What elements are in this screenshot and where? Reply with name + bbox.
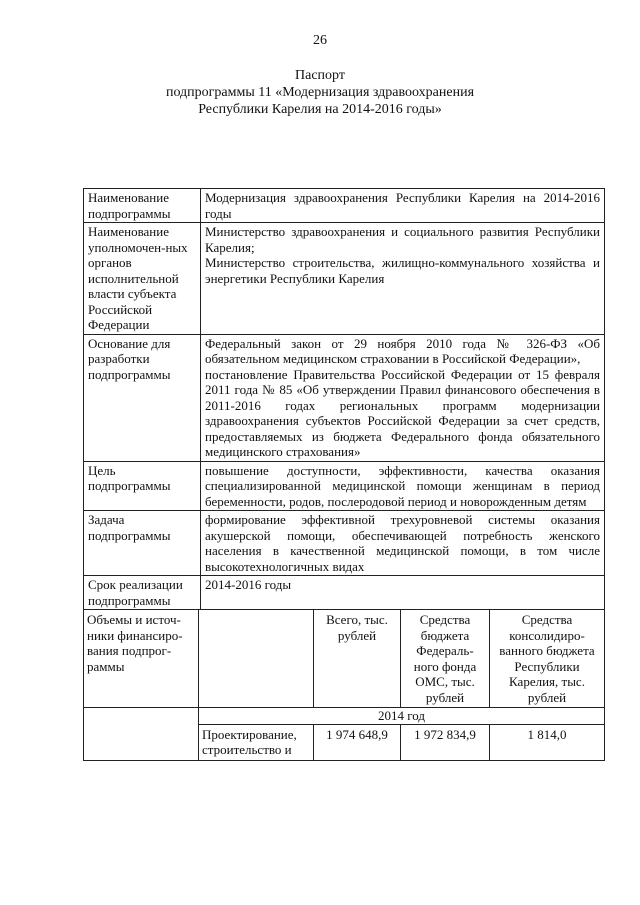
funding-col-total: Всего, тыс. рублей [314, 610, 401, 708]
basis-value-1: Федеральный закон от 29 ноября 2010 года № 326-ФЗ «Об обязательном медицинском страховании в Российской Федерации», [205, 335, 600, 366]
funding-col-regional: Средства консолидиро-ванного бюджета Республики Карелия, тыс. рублей [490, 610, 605, 708]
row-goal-label: Цель подпрограммы [84, 461, 201, 511]
funding-label-cont [84, 708, 199, 725]
row-task [84, 511, 605, 576]
funding-table [84, 610, 604, 760]
funding-row-1-label: Проектирование, строительство и [199, 724, 314, 760]
row-goal-value: повышение доступности, эффективности, качества оказания специализированной медицинской помощи женщинам в период беременности, родов, послеродовой период и новорожденным детям [201, 461, 605, 511]
funding-empty-cell [199, 610, 314, 708]
row-name-value: Модернизация здравоохранения Республики Карелия на 2014-2016 годы [201, 189, 605, 223]
row-task-value: формирование эффективной трехуровневой системы оказания акушерской помощи, обеспечивающей потребность женского населения в качественной медицинской помощи, в том числе высокотехнологичных видах [201, 511, 605, 576]
row-name-label: Наименование подпрограммы [84, 189, 201, 223]
row-authority-label: Наименование уполномочен-ных органов исполнительной власти субъекта Российской Федерации [84, 223, 201, 335]
authority-value-2: Министерство строительства, жилищно-коммунального хозяйства и энергетики Республики Карелия [205, 255, 600, 286]
title-line-1: Паспорт [295, 68, 345, 83]
funding-block [84, 610, 605, 761]
page-title [0, 67, 640, 118]
funding-label: Объемы и источ-ники финансиро-вания подпрог-раммы [84, 610, 199, 708]
row-task-label: Задача подпрограммы [84, 511, 201, 576]
row-basis-value [201, 334, 605, 461]
funding-header-row [84, 610, 604, 708]
row-name [84, 189, 605, 223]
row-basis-label: Основание для разработки подпрограммы [84, 334, 201, 461]
funding-row-1-total: 1 974 648,9 [314, 724, 401, 760]
funding-row-1-regional: 1 814,0 [490, 724, 605, 760]
page-number: 26 [313, 33, 327, 48]
row-term-label: Срок реализации подпрограммы [84, 576, 201, 610]
row-term [84, 576, 605, 610]
title-line-3: Республики Карелия на 2014-2016 годы» [198, 102, 442, 117]
funding-year-row [84, 708, 604, 725]
row-funding [84, 610, 605, 761]
authority-value-1: Министерство здравоохранения и социального развития Республики Карелия; [205, 224, 600, 255]
funding-data-row [84, 724, 604, 760]
funding-col-federal: Средства бюджета Федераль-ного фонда ОМС, тыс. рублей [401, 610, 490, 708]
funding-label-cont-2 [84, 724, 199, 760]
row-authority-value [201, 223, 605, 335]
row-term-value: 2014-2016 годы [201, 576, 605, 610]
row-basis [84, 334, 605, 461]
row-goal [84, 461, 605, 511]
passport-table [83, 188, 605, 761]
funding-year: 2014 год [199, 708, 605, 725]
funding-row-1-federal: 1 972 834,9 [401, 724, 490, 760]
basis-value-2: постановление Правительства Российской Федерации от 15 февраля 2011 года № 85 «Об утверждении Правил финансового обеспечения в 2011-2016 годах региональных программ модернизации здравоохранения субъектов Российской Федерации за счет средств, предоставляемых из бюджета Федерального фонда обязательного медицинского страхования» [205, 366, 600, 459]
title-line-2: подпрограммы 11 «Модернизация здравоохранения [165, 85, 475, 100]
row-authority [84, 223, 605, 335]
